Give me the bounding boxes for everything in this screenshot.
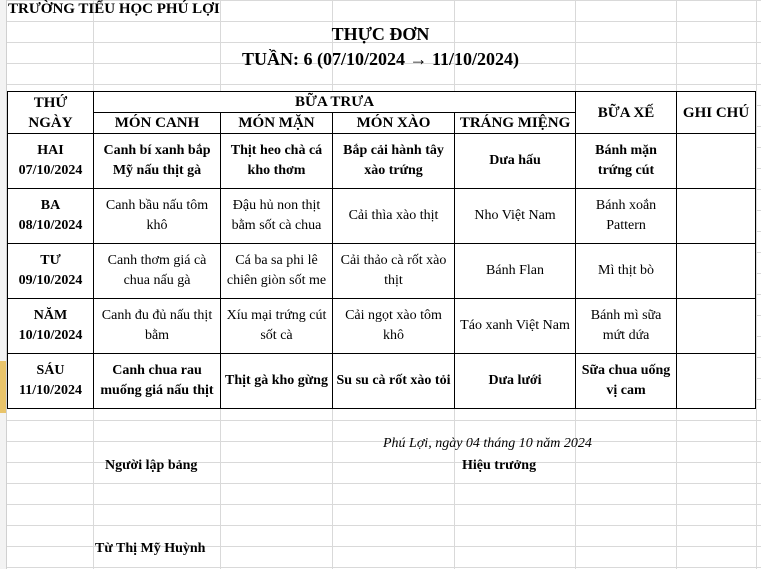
preparer-name: Từ Thị Mỹ Huỳnh <box>95 541 206 556</box>
header-day-label: THỨ <box>33 94 68 111</box>
dessert-cell[interactable]: Táo xanh Việt Nam <box>455 299 576 354</box>
dessert-cell[interactable]: Bánh Flan <box>455 244 576 299</box>
day-name: BA <box>40 198 61 213</box>
dessert-cell[interactable]: Dưa hấu <box>455 134 576 189</box>
table-row <box>8 244 756 299</box>
menu-table <box>7 91 756 409</box>
table-row <box>8 299 756 354</box>
salty-cell[interactable]: Thịt gà kho gừng <box>221 354 333 409</box>
header-soup[interactable]: MÓN CANH <box>94 113 221 134</box>
stirfry-cell[interactable]: Cải thìa xào thịt <box>333 189 455 244</box>
table-row <box>8 189 756 244</box>
soup-cell[interactable]: Canh đu đủ nấu thịt bằm <box>94 299 221 354</box>
soup-cell[interactable]: Canh chua rau muống giá nấu thịt <box>94 354 221 409</box>
place-date: Phú Lợi, ngày 04 tháng 10 năm 2024 <box>383 436 592 451</box>
day-cell[interactable] <box>8 244 94 299</box>
soup-cell[interactable]: Canh bí xanh bắp Mỹ nấu thịt gà <box>94 134 221 189</box>
header-day-date[interactable] <box>8 92 94 134</box>
preparer-role: Người lập bảng <box>105 458 198 473</box>
snack-cell[interactable]: Bánh xoắn Pattern <box>576 189 677 244</box>
day-name: HAI <box>37 143 64 158</box>
note-cell[interactable] <box>677 189 756 244</box>
snack-cell[interactable]: Bánh mặn trứng cút <box>576 134 677 189</box>
day-date: 11/10/2024 <box>18 383 82 398</box>
salty-cell[interactable]: Xíu mại trứng cút sốt cà <box>221 299 333 354</box>
grid-column-line <box>756 0 757 569</box>
header-snack[interactable]: BỮA XẾ <box>576 92 677 134</box>
day-date: 09/10/2024 <box>18 273 83 288</box>
school-name: TRƯỜNG TIỂU HỌC PHÚ LỢI <box>8 1 220 17</box>
stirfry-cell[interactable]: Cải thảo cà rốt xào thịt <box>333 244 455 299</box>
stirfry-cell[interactable]: Su su cà rốt xào tỏi <box>333 354 455 409</box>
table-row <box>8 134 756 189</box>
dessert-cell[interactable]: Dưa lưới <box>455 354 576 409</box>
note-cell[interactable] <box>677 299 756 354</box>
day-cell[interactable] <box>8 299 94 354</box>
principal-role: Hiệu trưởng <box>462 458 537 473</box>
day-date: 10/10/2024 <box>18 328 83 343</box>
note-cell[interactable] <box>677 244 756 299</box>
header-row-1 <box>8 92 756 113</box>
day-date: 07/10/2024 <box>18 163 83 178</box>
header-lunch[interactable]: BỮA TRƯA <box>94 92 576 113</box>
header-date-label: NGÀY <box>28 114 73 131</box>
stirfry-cell[interactable]: Bắp cải hành tây xào trứng <box>333 134 455 189</box>
soup-cell[interactable]: Canh thơm giá cà chua nấu gà <box>94 244 221 299</box>
day-cell[interactable] <box>8 134 94 189</box>
soup-cell[interactable]: Canh bầu nấu tôm khô <box>94 189 221 244</box>
snack-cell[interactable]: Bánh mì sữa mứt dứa <box>576 299 677 354</box>
salty-cell[interactable]: Cá ba sa phi lê chiên giòn sốt me <box>221 244 333 299</box>
salty-cell[interactable]: Thịt heo chà cá kho thơm <box>221 134 333 189</box>
row-header-strip[interactable] <box>0 0 7 569</box>
header-stirfry[interactable]: MÓN XÀO <box>333 113 455 134</box>
menu-title: THỰC ĐƠN <box>331 24 430 44</box>
day-cell[interactable] <box>8 189 94 244</box>
day-name: NĂM <box>33 308 68 323</box>
day-name: SÁU <box>36 363 65 378</box>
note-cell[interactable] <box>677 134 756 189</box>
salty-cell[interactable]: Đậu hủ non thịt bằm sốt cà chua <box>221 189 333 244</box>
header-salty[interactable]: MÓN MẶN <box>221 113 333 134</box>
week-range: TUẦN: 6 (07/10/2024 → 11/10/2024) <box>242 49 519 69</box>
day-date: 08/10/2024 <box>18 218 83 233</box>
snack-cell[interactable]: Mì thịt bò <box>576 244 677 299</box>
stirfry-cell[interactable]: Cải ngọt xào tôm khô <box>333 299 455 354</box>
day-name: TƯ <box>40 253 61 268</box>
selected-row-marker <box>0 361 6 413</box>
dessert-cell[interactable]: Nho Việt Nam <box>455 189 576 244</box>
snack-cell[interactable]: Sữa chua uống vị cam <box>576 354 677 409</box>
header-dessert[interactable]: TRÁNG MIỆNG <box>455 113 576 134</box>
header-note[interactable]: GHI CHÚ <box>677 92 756 134</box>
table-row <box>8 354 756 409</box>
day-cell[interactable] <box>8 354 94 409</box>
note-cell[interactable] <box>677 354 756 409</box>
